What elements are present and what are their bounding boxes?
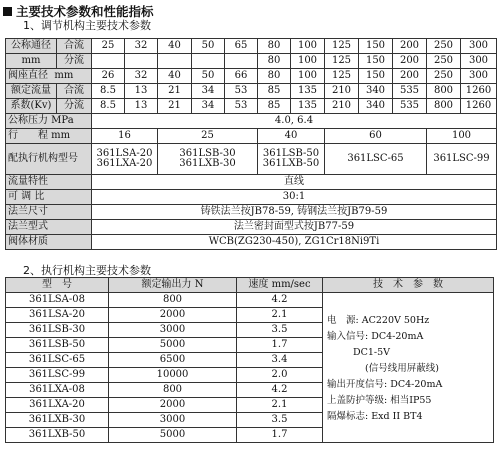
cell: 361LSB-30 xyxy=(6,323,109,338)
range-value: 30:1 xyxy=(92,190,497,205)
actuator-models: 361LSB-50 361LXB-50 xyxy=(258,144,325,175)
cell: 135 xyxy=(291,84,325,99)
cell: 361LXA-20 xyxy=(6,398,109,413)
cell: 1260 xyxy=(461,84,497,99)
sub-split-label: 分流 xyxy=(57,99,92,114)
kv-label-1: 额定流量 xyxy=(6,84,57,99)
spec-line: 输出开度信号: DC4-20mA xyxy=(327,379,443,390)
cell: 135 xyxy=(291,99,325,114)
cell: 85 xyxy=(258,99,291,114)
cell: 361LSC-99 xyxy=(6,368,109,383)
main-heading: 主要技术参数和性能指标 xyxy=(3,2,154,20)
cell: 150 xyxy=(359,39,393,54)
cell: 60 xyxy=(325,129,427,144)
flow-char-label: 流量特性 xyxy=(6,175,92,190)
kv-label-2: 系数(Kv) xyxy=(6,99,57,114)
cell: 800 xyxy=(427,99,461,114)
cell: 200 xyxy=(393,69,427,84)
cell: 100 xyxy=(427,129,497,144)
stroke-row xyxy=(6,129,497,144)
spec-line: 输入信号: DC4-20mA xyxy=(327,331,424,342)
cell: 5000 xyxy=(109,428,237,443)
pressure-label: 公称压力 MPa xyxy=(6,114,92,129)
cell: 210 xyxy=(325,99,359,114)
cell: 13 xyxy=(125,99,158,114)
cell: 535 xyxy=(393,99,427,114)
cell: 800 xyxy=(109,383,237,398)
cell: 200 xyxy=(393,39,427,54)
cell: 21 xyxy=(158,84,192,99)
cell: 8.5 xyxy=(92,84,125,99)
kv-split-row xyxy=(6,99,497,114)
cell: 125 xyxy=(325,39,359,54)
cell: 361LSC-65 xyxy=(6,353,109,368)
body-material-value: WCB(ZG230-450), ZG1Cr18Ni9Ti xyxy=(92,235,497,250)
cell: 53 xyxy=(225,99,258,114)
cell: 10000 xyxy=(109,368,237,383)
cell: 8.5 xyxy=(92,99,125,114)
cell: 150 xyxy=(359,69,393,84)
cell: 3.5 xyxy=(237,323,323,338)
flange-size-row xyxy=(6,205,497,220)
valve-spec-table xyxy=(5,38,497,250)
seat-row xyxy=(6,69,497,84)
cell: 2.0 xyxy=(237,368,323,383)
cell: 200 xyxy=(393,54,427,69)
header-row xyxy=(6,278,494,293)
cell: 340 xyxy=(359,84,393,99)
cell: 100 xyxy=(291,69,325,84)
nominal-diameter-label: 公称通径 xyxy=(6,39,57,54)
cell: 250 xyxy=(427,54,461,69)
cell: 2.1 xyxy=(237,308,323,323)
cell: 125 xyxy=(325,54,359,69)
kv-combined-row xyxy=(6,84,497,99)
spec-line: DC1-5V xyxy=(353,347,391,358)
cell: 85 xyxy=(258,84,291,99)
flow-char-value: 直线 xyxy=(92,175,497,190)
actuator-models: 361LSC-65 xyxy=(325,144,427,175)
actuator-spec-table xyxy=(5,277,494,443)
col-header-force: 额定输出力 N xyxy=(109,278,237,293)
cell: 80 xyxy=(258,69,291,84)
cell: 250 xyxy=(427,39,461,54)
sub-combined-label: 合流 xyxy=(57,39,92,54)
range-label: 可 调 比 xyxy=(6,190,92,205)
cell: 340 xyxy=(359,99,393,114)
cell: 300 xyxy=(461,69,497,84)
bullet-square-icon xyxy=(3,7,12,16)
cell: 361LSA-08 xyxy=(6,293,109,308)
cell: 50 xyxy=(192,69,225,84)
cell: 2000 xyxy=(109,398,237,413)
flange-type-row xyxy=(6,220,497,235)
spec-line: 隔爆标志: Exd II BT4 xyxy=(327,411,423,422)
cell: 361LXA-08 xyxy=(6,383,109,398)
stroke-label: 行 程 mm xyxy=(6,129,92,144)
cell: 361LXB-30 xyxy=(6,413,109,428)
cell: 300 xyxy=(461,39,497,54)
cell: 3.4 xyxy=(237,353,323,368)
cell: 3000 xyxy=(109,323,237,338)
flow-char-row xyxy=(6,175,497,190)
section2-title: 2、执行机构主要技术参数 xyxy=(23,264,151,277)
cell: 2.1 xyxy=(237,398,323,413)
section1-title: 1、调节机构主要技术参数 xyxy=(23,19,151,32)
flange-size-label: 法兰尺寸 xyxy=(6,205,92,220)
cell: 50 xyxy=(192,39,225,54)
col-header-spec: 技 术 参 数 xyxy=(323,278,494,293)
dn-split-row xyxy=(6,54,497,69)
seat-label: 阀座直径 mm xyxy=(6,69,92,84)
cell: 40 xyxy=(158,39,192,54)
cell: 361LXB-50 xyxy=(6,428,109,443)
cell: 150 xyxy=(359,54,393,69)
cell: 40 xyxy=(258,129,325,144)
cell: 3.5 xyxy=(237,413,323,428)
empty-cell xyxy=(225,54,258,69)
cell: 53 xyxy=(225,84,258,99)
cell: 1260 xyxy=(461,99,497,114)
cell: 4.2 xyxy=(237,293,323,308)
cell: 1.7 xyxy=(237,338,323,353)
cell: 361LSB-50 xyxy=(6,338,109,353)
cell: 100 xyxy=(291,39,325,54)
cell: 100 xyxy=(291,54,325,69)
spec-panel xyxy=(323,293,494,443)
cell: 2000 xyxy=(109,308,237,323)
cell: 535 xyxy=(393,84,427,99)
empty-cell xyxy=(125,54,158,69)
actuator-label: 配执行机构型号 xyxy=(6,144,92,175)
cell: 32 xyxy=(125,39,158,54)
cell: 65 xyxy=(225,39,258,54)
cell: 125 xyxy=(325,69,359,84)
dn-combined-row xyxy=(6,39,497,54)
actuator-models: 361LSC-99 xyxy=(427,144,497,175)
cell: 40 xyxy=(158,69,192,84)
cell: 3000 xyxy=(109,413,237,428)
empty-cell xyxy=(192,54,225,69)
empty-cell xyxy=(92,54,125,69)
table-row xyxy=(6,293,494,308)
cell: 80 xyxy=(258,39,291,54)
range-row xyxy=(6,190,497,205)
cell: 13 xyxy=(125,84,158,99)
cell: 32 xyxy=(125,69,158,84)
flange-size-value: 铸铁法兰按JB78-59, 铸钢法兰按JB79-59 xyxy=(92,205,497,220)
cell: 800 xyxy=(427,84,461,99)
spec-line: 电 源: AC220V 50Hz xyxy=(327,315,430,326)
cell: 300 xyxy=(461,54,497,69)
sub-split-label: 分流 xyxy=(57,54,92,69)
flange-type-label: 法兰型式 xyxy=(6,220,92,235)
body-material-label: 阀体材质 xyxy=(6,235,92,250)
cell: 361LSA-20 xyxy=(6,308,109,323)
cell: 80 xyxy=(258,54,291,69)
flange-type-value: 法兰密封面型式按JB77-59 xyxy=(92,220,497,235)
empty-cell xyxy=(158,54,192,69)
cell: 6500 xyxy=(109,353,237,368)
cell: 16 xyxy=(92,129,158,144)
mm-unit-label: mm xyxy=(6,54,57,69)
pressure-row xyxy=(6,114,497,129)
cell: 4.2 xyxy=(237,383,323,398)
spec-line: (信号线用屏蔽线) xyxy=(365,363,439,374)
cell: 1.7 xyxy=(237,428,323,443)
spec-line: 上盖防护等级: 相当IP55 xyxy=(327,395,432,406)
cell: 34 xyxy=(192,84,225,99)
cell: 5000 xyxy=(109,338,237,353)
cell: 66 xyxy=(225,69,258,84)
body-material-row xyxy=(6,235,497,250)
cell: 210 xyxy=(325,84,359,99)
sub-combined-label: 合流 xyxy=(57,84,92,99)
actuator-models: 361LSB-30 361LXB-30 xyxy=(158,144,258,175)
cell: 34 xyxy=(192,99,225,114)
cell: 21 xyxy=(158,99,192,114)
col-header-speed: 速度 mm/sec xyxy=(237,278,323,293)
cell: 250 xyxy=(427,69,461,84)
cell: 800 xyxy=(109,293,237,308)
col-header-model: 型 号 xyxy=(6,278,109,293)
cell: 26 xyxy=(92,69,125,84)
cell: 25 xyxy=(158,129,258,144)
pressure-value: 4.0, 6.4 xyxy=(92,114,497,129)
actuator-models: 361LSA-20 361LXA-20 xyxy=(92,144,158,175)
actuator-row xyxy=(6,144,497,175)
cell: 25 xyxy=(92,39,125,54)
